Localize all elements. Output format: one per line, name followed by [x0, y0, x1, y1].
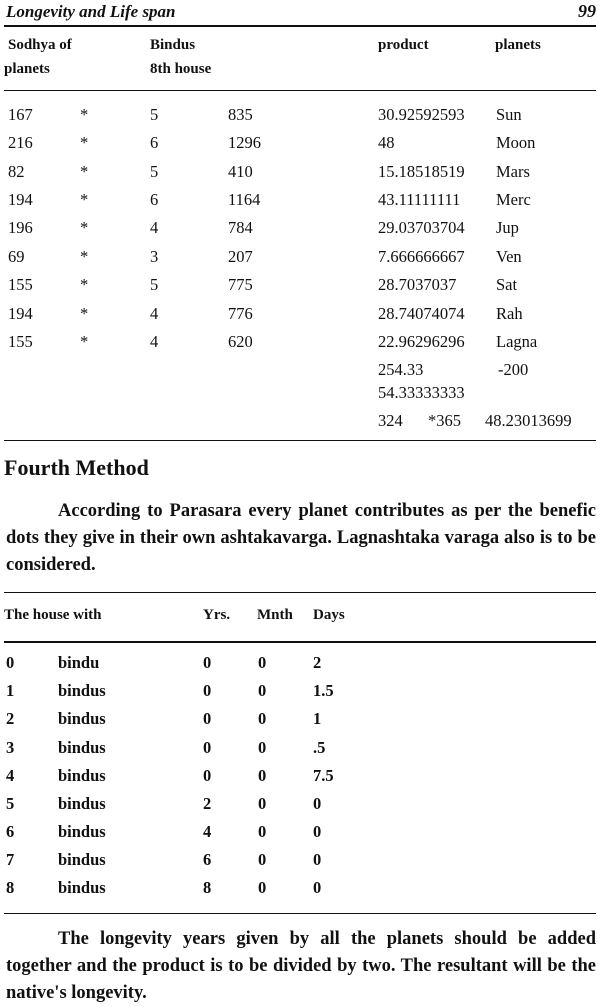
sodhya-cell: 167: [8, 105, 33, 124]
page-number: 99: [578, 1, 596, 21]
closing-paragraph: [6, 926, 596, 1007]
product-raw-cell: 775: [228, 275, 253, 294]
product-cell: 43.11111111: [378, 190, 461, 209]
planet-cell: Rah: [496, 304, 523, 323]
months-cell: 0: [258, 766, 267, 785]
months-cell: 0: [258, 822, 267, 841]
years-cell: 0: [203, 766, 212, 785]
product-raw-cell: 1164: [228, 190, 261, 209]
sodhya-cell: 155: [8, 332, 33, 351]
bindu-label-cell: bindu: [58, 653, 100, 672]
total-days-multiplier: *365: [428, 411, 461, 430]
months-cell: 0: [258, 653, 267, 672]
bindus-cell: 5: [150, 105, 159, 124]
months-cell: 0: [258, 681, 267, 700]
years-cell: 8: [203, 878, 212, 897]
months-cell: 0: [258, 709, 267, 728]
house-number-cell: 1: [6, 681, 15, 700]
table1-bottom-rule: [4, 440, 596, 441]
bindu-label-cell: bindus: [58, 709, 106, 728]
multiply-sign: *: [80, 133, 89, 152]
months-cell: 0: [258, 794, 267, 813]
total-result: 48.23013699: [485, 411, 572, 430]
days-cell: 2: [313, 653, 322, 672]
multiply-sign: *: [80, 247, 89, 266]
product-cell: 48: [378, 133, 395, 152]
multiply-sign: *: [80, 275, 89, 294]
bindu-label-cell: bindus: [58, 681, 106, 700]
days-cell: 0: [313, 822, 322, 841]
table1-header-planets: planets: [495, 37, 541, 53]
intro-text: According to Parasara every planet contributes as per the benefic dots they give in their own ashtakavarga. Lagnashtaka varaga also is to be considered.: [6, 501, 596, 575]
table1-header-rule: [4, 90, 596, 91]
bindus-cell: 5: [150, 162, 159, 181]
house-number-cell: 0: [6, 653, 15, 672]
table1-header-product: product: [378, 37, 429, 53]
product-cell: 28.7037037: [378, 275, 457, 294]
multiply-sign: *: [80, 190, 89, 209]
product-raw-cell: 620: [228, 332, 253, 351]
planet-cell: Moon: [496, 133, 536, 152]
years-cell: 0: [203, 653, 212, 672]
sodhya-cell: 194: [8, 190, 33, 209]
sodhya-cell: 194: [8, 304, 33, 323]
years-cell: 2: [203, 794, 212, 813]
multiply-sign: *: [80, 304, 89, 323]
years-cell: 6: [203, 850, 212, 869]
planet-cell: Sat: [496, 275, 518, 294]
bindus-cell: 3: [150, 247, 159, 266]
running-header-title: Longevity and Life span: [6, 2, 176, 21]
days-cell: 0: [313, 794, 322, 813]
product-raw-cell: 207: [228, 247, 253, 266]
table2-header-yrs: Yrs.: [203, 607, 231, 623]
table2-header-mnth: Mnth: [257, 607, 293, 623]
table1-header-sodhya: Sodhya of: [8, 37, 72, 53]
table1-header-planets-sub: planets: [4, 61, 50, 77]
product-cell: 30.92592593: [378, 105, 465, 124]
total-years: 324: [378, 411, 403, 430]
sodhya-cell: 82: [8, 162, 25, 181]
bindu-label-cell: bindus: [58, 822, 106, 841]
table2-header-days: Days: [313, 607, 345, 623]
bindus-cell: 6: [150, 190, 159, 209]
bindus-cell: 6: [150, 133, 159, 152]
multiply-sign: *: [80, 105, 89, 124]
product-raw-cell: 835: [228, 105, 253, 124]
days-cell: 1.5: [313, 681, 334, 700]
table2-top-rule: [4, 592, 596, 593]
bindus-cell: 4: [150, 218, 159, 237]
years-cell: 0: [203, 681, 212, 700]
house-number-cell: 4: [6, 766, 15, 785]
days-cell: 7.5: [313, 766, 334, 785]
months-cell: 0: [258, 878, 267, 897]
section-heading: Fourth Method: [4, 455, 149, 480]
years-cell: 4: [203, 822, 212, 841]
product-cell: 28.74074074: [378, 304, 465, 323]
days-cell: 0: [313, 850, 322, 869]
bindus-cell: 5: [150, 275, 159, 294]
months-cell: 0: [258, 850, 267, 869]
bindus-cell: 4: [150, 332, 159, 351]
bindu-label-cell: bindus: [58, 850, 106, 869]
table2-header-rule: [4, 641, 596, 643]
table1-header-8th-house: 8th house: [150, 61, 212, 77]
planet-cell: Lagna: [496, 332, 538, 351]
years-cell: 0: [203, 709, 212, 728]
years-cell: 0: [203, 738, 212, 757]
house-number-cell: 5: [6, 794, 15, 813]
product-raw-cell: 1296: [228, 133, 261, 152]
planet-cell: Sun: [496, 105, 522, 124]
sodhya-cell: 155: [8, 275, 33, 294]
planet-cell: Jup: [496, 218, 519, 237]
table1-header-bindus: Bindus: [150, 37, 196, 53]
days-cell: 0: [313, 878, 322, 897]
multiply-sign: *: [80, 332, 89, 351]
sodhya-cell: 196: [8, 218, 33, 237]
bindu-label-cell: bindus: [58, 766, 106, 785]
product-cell: 7.666666667: [378, 247, 465, 266]
sodhya-cell: 69: [8, 247, 25, 266]
total-minus: -200: [498, 360, 529, 379]
house-number-cell: 8: [6, 878, 15, 897]
multiply-sign: *: [80, 218, 89, 237]
planet-cell: Merc: [496, 190, 531, 209]
house-number-cell: 2: [6, 709, 15, 728]
table2-bottom-rule: [4, 913, 596, 914]
table2-header-house: The house with: [4, 607, 102, 623]
bindus-cell: 4: [150, 304, 159, 323]
product-cell: 29.03703704: [378, 218, 465, 237]
house-number-cell: 7: [6, 850, 15, 869]
total-sum: 254.33: [378, 360, 424, 379]
product-raw-cell: 776: [228, 304, 253, 323]
product-cell: 15.18518519: [378, 162, 465, 181]
intro-paragraph: [6, 498, 596, 579]
sodhya-cell: 216: [8, 133, 33, 152]
months-cell: 0: [258, 738, 267, 757]
days-cell: 1: [313, 709, 322, 728]
bindu-label-cell: bindus: [58, 738, 106, 757]
product-raw-cell: 784: [228, 218, 253, 237]
bindu-label-cell: bindus: [58, 878, 106, 897]
total-difference: 54.33333333: [378, 383, 465, 402]
multiply-sign: *: [80, 162, 89, 181]
closing-text: The longevity years given by all the planets should be added together and the product is to be divided by two. The resultant will be the native's longevity.: [6, 929, 596, 1003]
house-number-cell: 3: [6, 738, 15, 757]
product-raw-cell: 410: [228, 162, 253, 181]
header-rule: [4, 25, 596, 27]
planet-cell: Mars: [496, 162, 530, 181]
days-cell: .5: [313, 738, 326, 757]
bindu-label-cell: bindus: [58, 794, 106, 813]
product-cell: 22.96296296: [378, 332, 465, 351]
house-number-cell: 6: [6, 822, 15, 841]
planet-cell: Ven: [496, 247, 522, 266]
